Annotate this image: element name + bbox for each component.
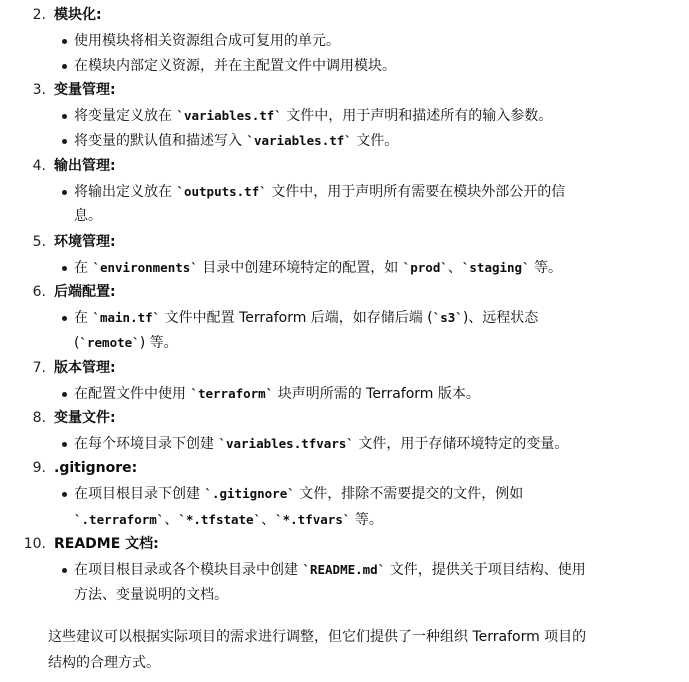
bullet-dot-icon [62, 392, 67, 397]
list-item-title: 模块化: [54, 7, 102, 23]
list-item-number: 5. [32, 234, 46, 250]
list-item-title: 环境管理: [54, 234, 116, 250]
list-item-number: 3. [32, 82, 46, 98]
text-span: ) 等。 [139, 335, 178, 351]
inline-code: `variables.tf` [246, 133, 352, 148]
bullet-dot-icon [62, 114, 67, 119]
text-span: 文件。 [351, 133, 399, 149]
list-item-number: 8. [32, 410, 46, 426]
inline-code: `s3` [432, 310, 463, 325]
list-item-number: 2. [32, 7, 46, 23]
bullet-text [74, 205, 102, 227]
inline-code: `variables.tfvars` [218, 436, 354, 451]
closing-paragraph-line: 结构的合理方式。 [48, 655, 160, 671]
list-item-number: 10. [23, 536, 46, 552]
inline-code: `outputs.tf` [176, 184, 267, 199]
bullet-text [74, 483, 523, 505]
text-span: 使用模块将相关资源组合成可复用的单元。 [74, 33, 340, 49]
inline-code: `main.tf` [92, 310, 161, 325]
bullet-text [74, 55, 396, 77]
bullet-text [74, 307, 538, 329]
inline-code: `.gitignore` [204, 486, 295, 501]
bullet-text [74, 181, 565, 203]
text-span: 文件，提供关于项目结构、使用 [385, 562, 586, 578]
text-span: 在配置文件中使用 [74, 386, 191, 402]
closing-paragraph-line: 这些建议可以根据实际项目的需求进行调整，但它们提供了一种组织 Terraform 项目的 [48, 629, 587, 645]
bullet-dot-icon [62, 492, 67, 497]
inline-code: `variables.tf` [176, 108, 282, 123]
text-span: 文件，用于存储环境特定的变量。 [353, 436, 569, 452]
text-span: 、 [447, 260, 462, 276]
text-span: 目录中创建环境特定的配置，如 [197, 260, 403, 276]
inline-code: `environments` [92, 260, 198, 275]
text-span: 、 [261, 512, 276, 528]
list-item-title: .gitignore: [54, 460, 138, 476]
bullet-text [74, 332, 178, 354]
list-item-title: 变量管理: [54, 82, 116, 98]
text-span: 方法、变量说明的文档。 [74, 587, 228, 603]
text-span: 文件，排除不需要提交的文件，例如 [294, 486, 524, 502]
text-span: 在项目根目录下创建 [74, 486, 205, 502]
inline-code: `remote` [79, 335, 140, 350]
text-span: )、远程状态 [462, 310, 539, 326]
text-span: 在 [74, 260, 93, 276]
text-span: 将输出定义放在 [74, 184, 177, 200]
bullet-text [74, 383, 480, 405]
bullet-text [74, 130, 398, 152]
text-span: 文件中配置 Terraform 后端，如存储后端 ( [160, 310, 433, 326]
text-span: 等。 [529, 260, 563, 276]
text-span: 文件中，用于声明和描述所有的输入参数。 [281, 108, 553, 124]
inline-code: `prod` [402, 260, 448, 275]
list-item-number: 7. [32, 360, 46, 376]
bullet-dot-icon [62, 266, 67, 271]
list-item-title: README 文档: [54, 536, 159, 552]
list-item-number: 9. [32, 460, 46, 476]
bullet-dot-icon [62, 568, 67, 573]
inline-code: `*.tfstate` [178, 512, 262, 527]
inline-code: `README.md` [302, 562, 386, 577]
bullet-dot-icon [62, 139, 67, 144]
list-item-title: 输出管理: [54, 158, 116, 174]
text-span: 在项目根目录或各个模块目录中创建 [74, 562, 303, 578]
bullet-dot-icon [62, 39, 67, 44]
text-span: 块声明所需的 Terraform 版本。 [273, 386, 480, 402]
bullet-text [74, 584, 228, 606]
text-span: ( [74, 335, 80, 351]
bullet-dot-icon [62, 190, 67, 195]
bullet-text [74, 30, 340, 52]
text-span: 、 [164, 512, 179, 528]
bullet-dot-icon [62, 442, 67, 447]
list-item-title: 变量文件: [54, 410, 116, 426]
list-item-number: 4. [32, 158, 46, 174]
inline-code: `.terraform` [74, 512, 165, 527]
text-span: 等。 [350, 512, 383, 528]
inline-code: `staging` [461, 260, 530, 275]
bullet-text [74, 105, 552, 127]
bullet-dot-icon [62, 64, 67, 69]
text-span: 将变量定义放在 [74, 108, 177, 124]
list-item-title: 版本管理: [54, 360, 116, 376]
bullet-text [74, 257, 562, 279]
text-span: 在模块内部定义资源，并在主配置文件中调用模块。 [74, 58, 396, 74]
bullet-text [74, 559, 586, 581]
text-span: 将变量的默认值和描述写入 [74, 133, 247, 149]
bullet-text [74, 433, 568, 455]
text-span: 在每个环境目录下创建 [74, 436, 219, 452]
bullet-dot-icon [62, 316, 67, 321]
inline-code: `terraform` [190, 386, 274, 401]
bullet-text [74, 509, 383, 531]
text-span: 文件中，用于声明所有需要在模块外部公开的信 [266, 184, 566, 200]
list-item-title: 后端配置: [54, 284, 116, 300]
text-span: 息。 [74, 208, 102, 224]
text-span: 在 [74, 310, 93, 326]
inline-code: `*.tfvars` [275, 512, 351, 527]
list-item-number: 6. [32, 284, 46, 300]
